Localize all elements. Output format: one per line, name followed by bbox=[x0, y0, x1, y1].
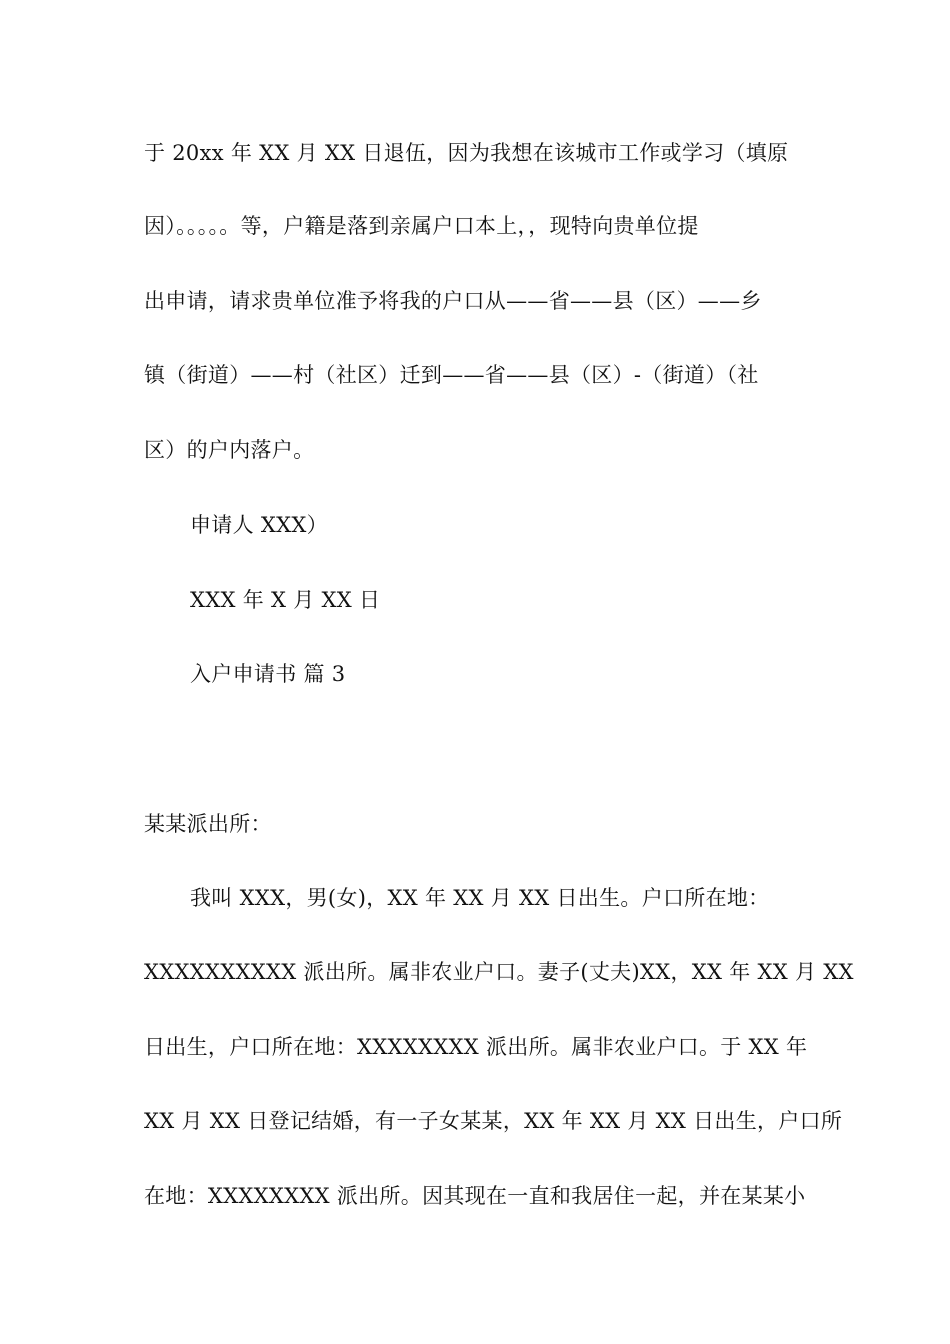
paragraph-2-line-1: 我叫 XXX，男(女)，XX 年 XX 月 XX 日出生。户口所在地： bbox=[190, 886, 770, 910]
applicant-signature: 申请人 XXX） bbox=[190, 513, 328, 537]
paragraph-1-line-4: 镇（街道）——村（社区）迁到——省——县（区）-（街道）（社 bbox=[144, 363, 759, 387]
paragraph-2-line-2: XXXXXXXXXX 派出所。属非农业户口。妻子(丈夫)XX，XX 年 XX 月 XX bbox=[144, 960, 854, 984]
paragraph-2-line-5: 在地：XXXXXXXX 派出所。因其现在一直和我居住一起，并在某某小 bbox=[144, 1184, 806, 1208]
section-heading: 入户申请书 篇 3 bbox=[190, 662, 346, 686]
application-date: XXX 年 X 月 XX 日 bbox=[190, 588, 381, 612]
paragraph-2-line-3: 日出生，户口所在地：XXXXXXXX 派出所。属非农业户口。于 XX 年 bbox=[144, 1035, 808, 1059]
paragraph-1-line-3: 出申请，请求贵单位准予将我的户口从——省——县（区）——乡 bbox=[144, 289, 762, 313]
paragraph-2-line-4: XX 月 XX 日登记结婚，有一子女某某，XX 年 XX 月 XX 日出生，户口所 bbox=[144, 1109, 843, 1133]
paragraph-1-line-2: 因）。。。。。等，户籍是落到亲属户口本上，，现特向贵单位提 bbox=[144, 214, 699, 238]
salutation: 某某派出所： bbox=[144, 812, 272, 836]
paragraph-1-line-5: 区）的户内落户。 bbox=[144, 438, 315, 462]
paragraph-1-line-1: 于 20xx 年 XX 月 XX 日退伍，因为我想在该城市工作或学习（填原 bbox=[144, 141, 789, 165]
